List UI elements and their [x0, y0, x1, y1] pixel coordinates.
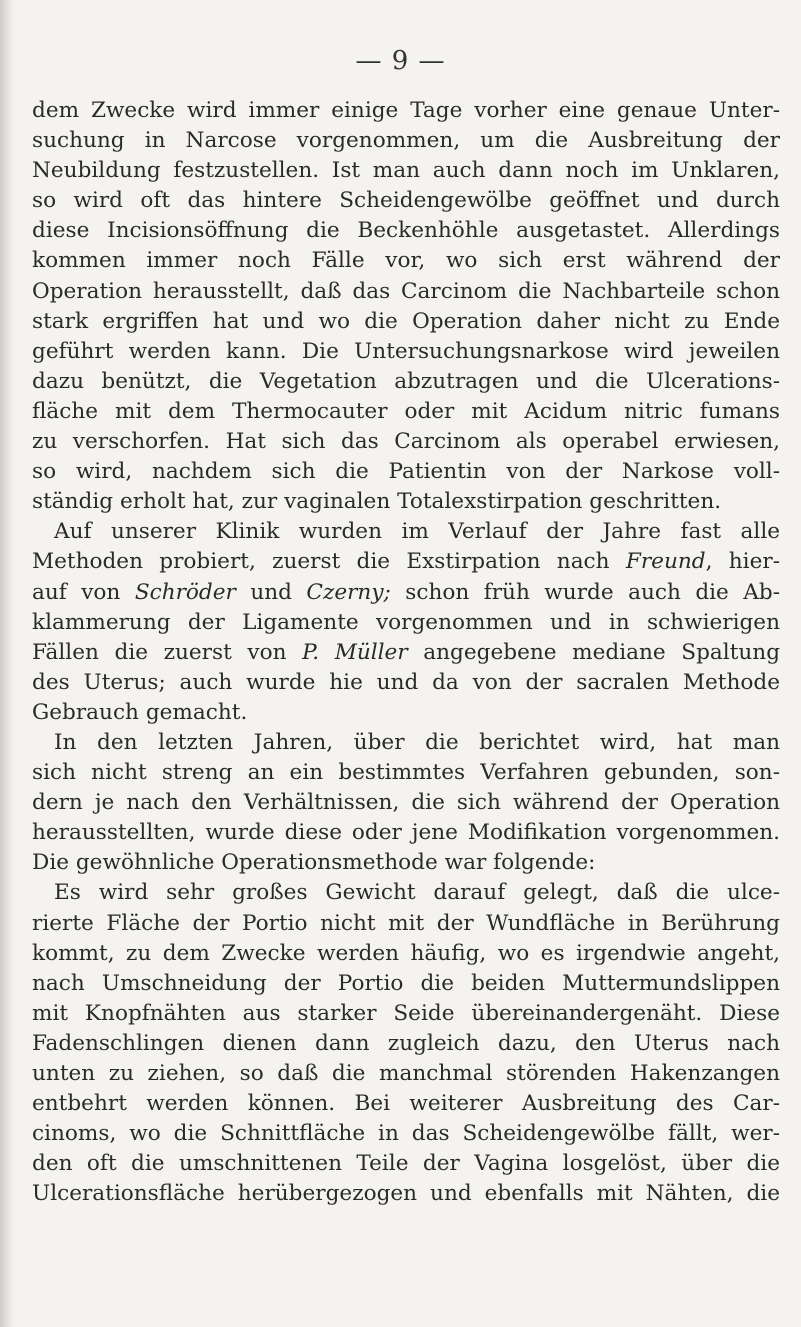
text-line: herausstellten, wurde diese oder jene Modifikation vorgenommen. [32, 820, 780, 846]
author-name-schroeder: Schröder [134, 579, 236, 605]
text-line: suchung in Narcose vorgenommen, um die Ausbreitung der [32, 128, 780, 154]
text-line: In den letzten Jahren, über die berichtet wird, hat man [54, 729, 780, 755]
text-line: Auf unserer Klinik wurden im Verlauf der Jahre fast alle [54, 519, 780, 545]
text-line: dazu benützt, die Vegetation abzutragen und die Ulcerations- [32, 368, 780, 394]
text-segment: angegebene mediane Spaltung [407, 639, 781, 665]
text-line: Operation herausstellt, daß das Carcinom die Nachbarteile schon [32, 278, 780, 304]
text-line: sich nicht streng an ein bestimmtes Verfahren gebunden, son- [32, 760, 780, 786]
text-line: dem Zwecke wird immer einige Tage vorher eine genaue Unter- [32, 98, 780, 123]
text-segment: Fällen die zuerst von [32, 639, 303, 665]
text-line: Ulcerationsfläche herübergezogen und ebenfalls mit Nähten, die [32, 1181, 780, 1207]
text-line-mixed [32, 547, 780, 577]
text-line: zu verschorfen. Hat sich das Carcinom als operabel erwiesen, [32, 429, 780, 455]
text-line: des Uterus; auch wurde hie und da von der sacralen Methode [32, 669, 780, 695]
text-line: fläche mit dem Thermocauter oder mit Acidum nitric fumans [32, 398, 780, 424]
text-line: entbehrt werden können. Bei weiterer Ausbreitung des Car- [32, 1091, 780, 1117]
text-line-mixed [32, 578, 780, 608]
text-line: Neubildung festzustellen. Ist man auch dann noch im Unklaren, [32, 158, 780, 184]
text-line: nach Umschneidung der Portio die beiden Muttermundslippen [32, 970, 780, 996]
author-name-mueller: P. Müller [302, 639, 408, 665]
text-line: so wird oft das hintere Scheidengewölbe geöffnet und durch [32, 188, 780, 214]
text-line: Fadenschlingen dienen dann zugleich dazu, den Uterus nach [32, 1030, 780, 1056]
text-line: unten zu ziehen, so daß die manchmal störenden Hakenzangen [32, 1061, 780, 1086]
text-line: kommt, zu dem Zwecke werden häufig, wo es irgendwie angeht, [32, 940, 780, 966]
text-line: mit Knopfnähten aus starker Seide übereinandergenäht. Diese [32, 1000, 780, 1026]
text-segment: auf von [32, 579, 135, 605]
text-segment: und [235, 579, 307, 605]
text-line: rierte Fläche der Portio nicht mit der Wundfläche in Berührung [32, 910, 780, 936]
text-segment: , hier- [705, 549, 780, 575]
text-line: kommen immer noch Fälle vor, wo sich erst während der [32, 248, 780, 274]
author-name-freund: Freund [625, 549, 706, 575]
text-line: Die gewöhnliche Operationsmethode war folgende: [32, 850, 596, 876]
text-line: ständig erholt hat, zur vaginalen Totalexstirpation geschritten. [32, 489, 722, 515]
text-line: diese Incisionsöffnung die Beckenhöhle ausgetastet. Allerdings [32, 218, 780, 244]
text-segment: Methoden probiert, zuerst die Exstirpation nach [32, 549, 626, 575]
author-name-czerny: Czerny; [306, 579, 391, 605]
body-text [32, 96, 780, 1209]
text-line: so wird, nachdem sich die Patientin von der Narkose voll- [32, 459, 780, 485]
text-line-mixed [32, 638, 780, 668]
text-line: stark ergriffen hat und wo die Operation daher nicht zu Ende [32, 308, 780, 334]
page-edge-shadow [0, 0, 14, 1327]
text-line: klammerung der Ligamente vorgenommen und in schwierigen [32, 609, 780, 635]
text-line: dern je nach den Verhältnissen, die sich während der Operation [32, 790, 780, 816]
text-line: geführt werden kann. Die Untersuchungsnarkose wird jeweilen [32, 338, 780, 364]
text-line: Es wird sehr großes Gewicht darauf gelegt, daß die ulce- [54, 880, 780, 906]
text-segment: schon früh wurde auch die Ab- [390, 579, 781, 605]
text-line: cinoms, wo die Schnittfläche in das Scheidengewölbe fällt, wer- [32, 1121, 780, 1147]
text-line: Gebrauch gemacht. [32, 699, 248, 725]
page-number: — 9 — [355, 46, 446, 76]
text-line: den oft die umschnittenen Teile der Vagina losgelöst, über die [32, 1151, 780, 1177]
